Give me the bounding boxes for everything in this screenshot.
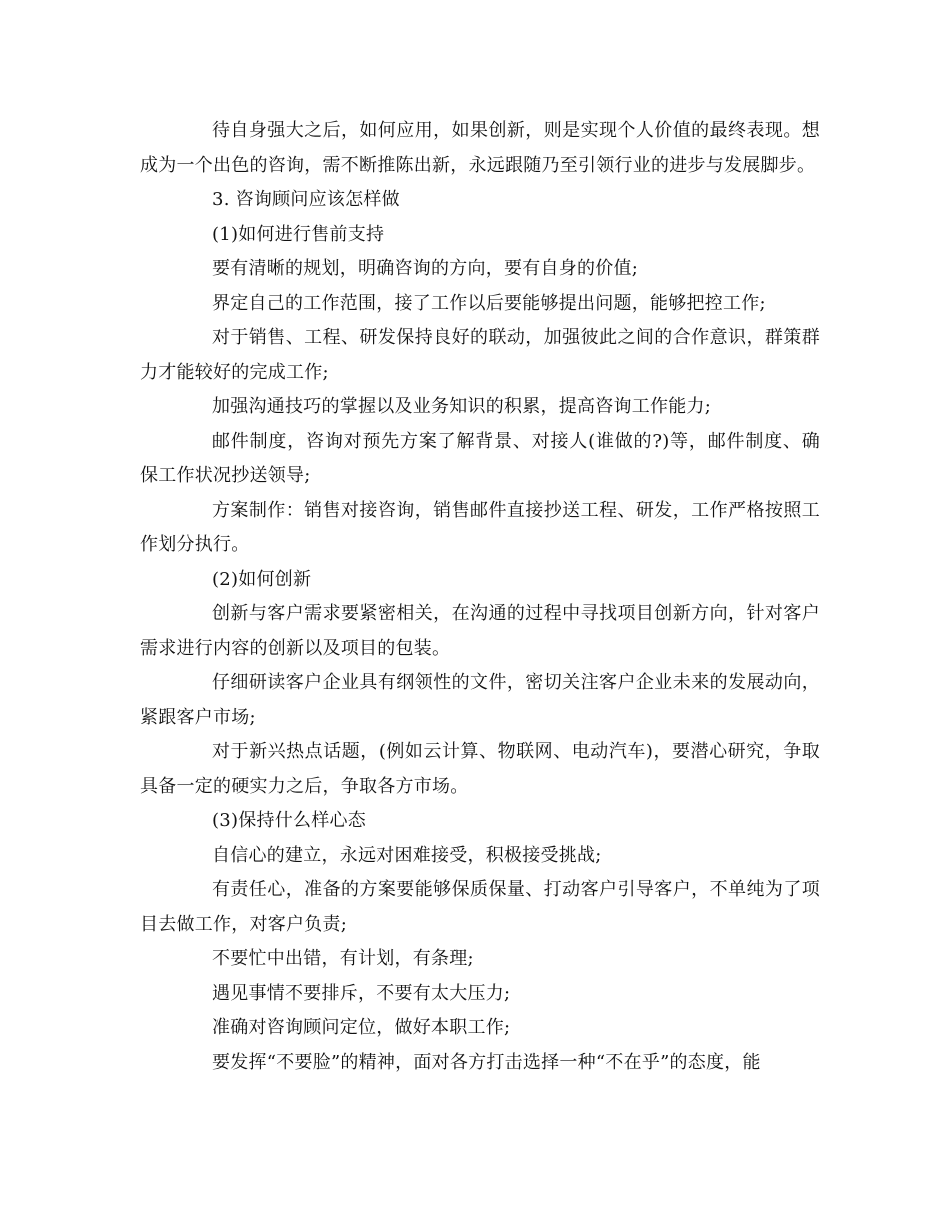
paragraph-pressure: 遇见事情不要排斥，不要有太大压力; xyxy=(212,982,511,1004)
paragraph-research-docs: 仔细研读客户企业具有纲领性的文件，密切关注客户企业未来的发展动向，紧跟客户市场; xyxy=(140,672,820,728)
paragraph-responsibility: 有责任心，准备的方案要能够保质保量、打动客户引导客户，不单纯为了项目去做工作，对客户负责; xyxy=(140,879,820,935)
paragraph-customer-needs: 创新与客户需求要紧密相关，在沟通的过程中寻找项目创新方向，针对客户需求进行内容的创新以及项目的包装。 xyxy=(140,603,820,659)
paragraph-hot-topics: 对于新兴热点话题，(例如云计算、物联网、电动汽车)，要潜心研究，争取具备一定的硬实力之后，争取各方市场。 xyxy=(140,741,820,797)
paragraph-1: 待自身强大之后，如何应用，如果创新，则是实现个人价值的最终表现。想成为一个出色的咨询，需不断推陈出新，永远跟随乃至引领行业的进步与发展脚步。 xyxy=(140,120,820,176)
paragraph-email-policy: 邮件制度，咨询对预先方案了解背景、对接人(谁做的?)等，邮件制度、确保工作状况抄送领导; xyxy=(140,430,820,486)
paragraph-scope: 界定自己的工作范围，接了工作以后要能够提出问题，能够把控工作; xyxy=(212,292,766,314)
document-body xyxy=(140,114,820,1080)
subheading-mindset: (3)保持什么样心态 xyxy=(212,810,366,831)
paragraph-organized: 不要忙中出错，有计划，有条理; xyxy=(212,948,474,969)
paragraph-coordination: 对于销售、工程、研发保持良好的联动，加强彼此之间的合作意识，群策群力才能较好的完成工作; xyxy=(140,327,820,383)
paragraph-proposal: 方案制作：销售对接咨询，销售邮件直接抄送工程、研发，工作严格按照工作划分执行。 xyxy=(140,499,820,555)
paragraph-confidence: 自信心的建立，永远对困难接受，积极接受挑战; xyxy=(212,844,602,866)
paragraph-planning: 要有清晰的规划，明确咨询的方向，要有自身的价值; xyxy=(212,258,639,279)
subheading-presales-support: (1)如何进行售前支持 xyxy=(212,223,385,245)
paragraph-positioning: 准确对咨询顾问定位，做好本职工作; xyxy=(212,1017,511,1038)
section-heading-3: 3. 咨询顾问应该怎样做 xyxy=(212,189,400,210)
paragraph-attitude: 要发挥“不要脸”的精神，面对各方打击选择一种“不在乎”的态度，能 xyxy=(212,1051,761,1073)
subheading-innovation: (2)如何创新 xyxy=(212,568,312,590)
paragraph-communication: 加强沟通技巧的掌握以及业务知识的积累，提高咨询工作能力; xyxy=(212,396,712,417)
